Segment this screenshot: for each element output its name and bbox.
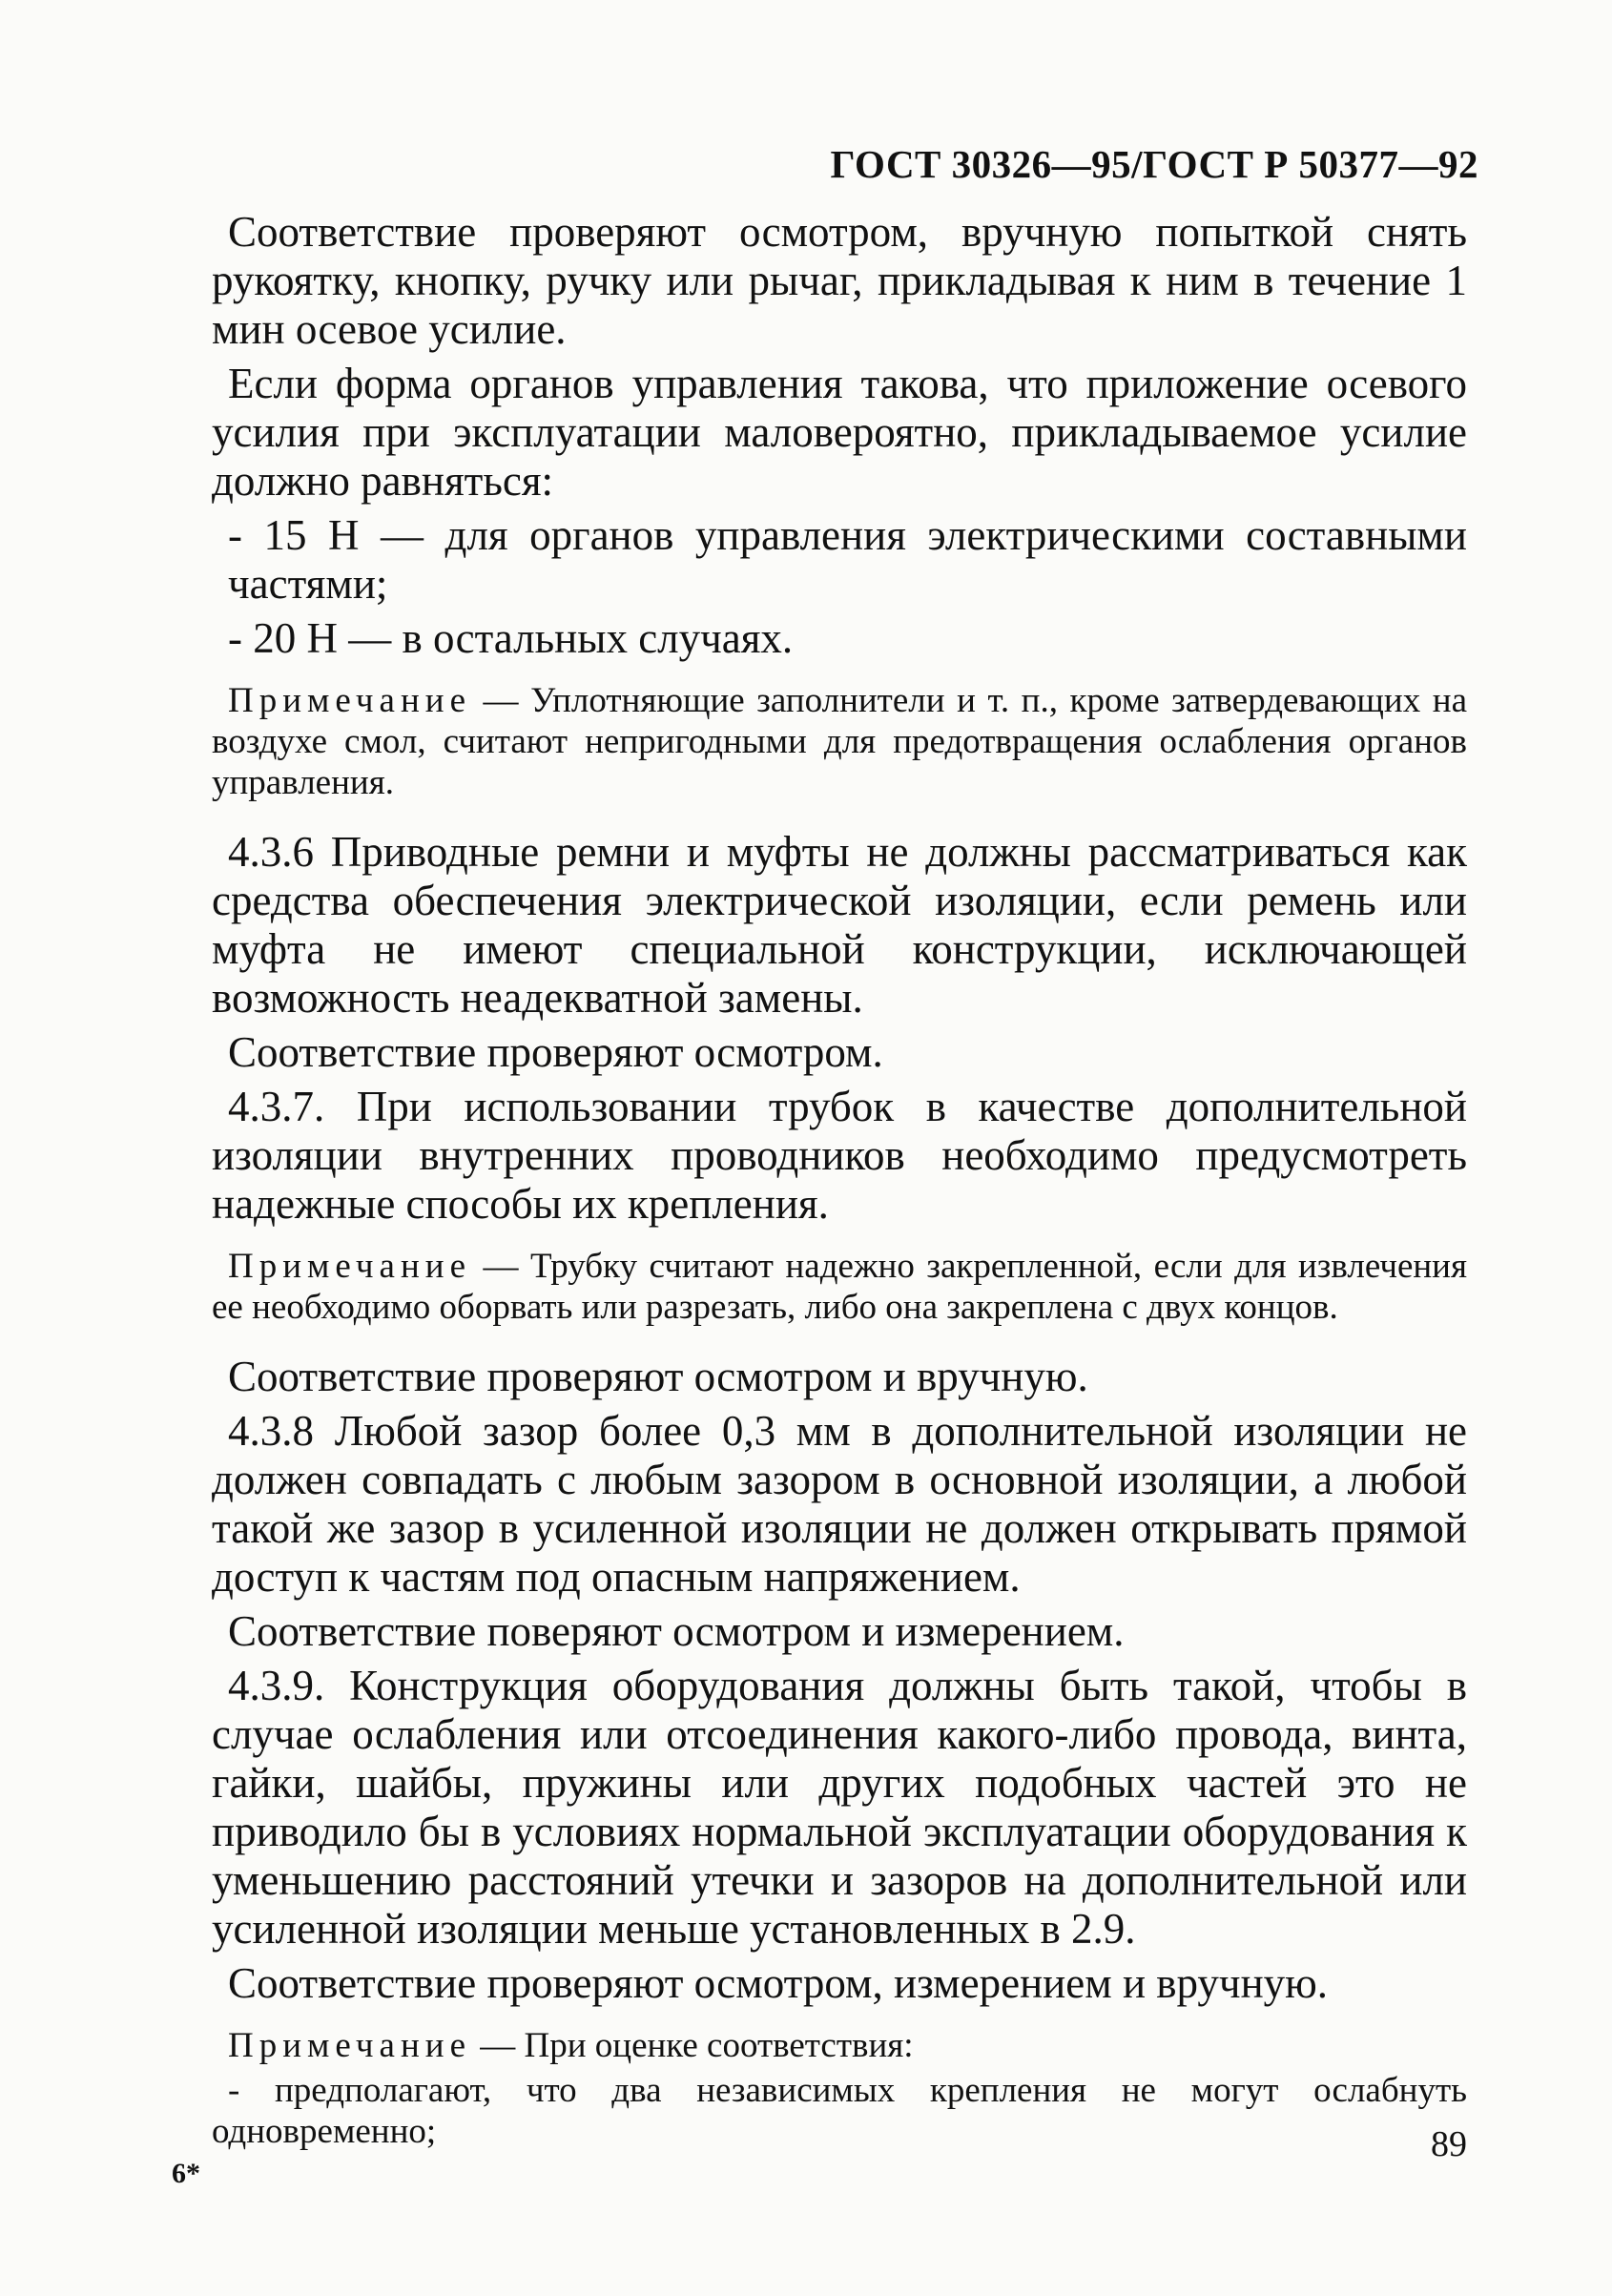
note-label: Примечание [228,681,471,720]
note-label: Примечание [228,2026,471,2065]
paragraph: 4.3.8 Любой зазор более 0,3 мм в дополнительной изоляции не должен совпадать с любым зазором в основной изоляции, а любой такой же зазор в усиленной изоляции не должен открывать прямой доступ к частям под опасным напряжением. [212,1407,1467,1601]
paragraph: 4.3.6 Приводные ремни и муфты не должны рассматриваться как средства обеспечения электрической изоляции, если ремень или муфта не имеют специальной конструкции, исключающей возможность неадекватной замены. [212,828,1467,1022]
paragraph: Соответствие поверяют осмотром и измерением. [228,1607,1125,1655]
list-item: - 20 Н — в остальных случаях. [228,614,794,662]
paragraph: Соответствие проверяют осмотром, измерением и вручную. [228,1959,1329,2007]
note-text: — При оценке соответствия: [471,2026,914,2065]
note-text: — Трубку считают надежно закрепленной, если для извлечения ее необходимо оборвать или разрезать, либо она закреплена с двух концов. [212,1247,1467,1327]
page-number: 89 [1431,2124,1467,2164]
paragraph: Соответствие проверяют осмотром, вручную попыткой снять рукоятку, кнопку, ручку или рычаг, прикладывая к ним в течение 1 мин осевое усилие. [212,208,1467,353]
note-text: — Уплотняющие заполнители и т. п., кроме затвердевающих на воздухе смол, считают непригодными для предотвращения ослабления органов управления. [212,681,1467,802]
paragraph: Соответствие проверяют осмотром. [228,1028,883,1076]
page-header: ГОСТ 30326—95/ГОСТ Р 50377—92 [830,142,1478,186]
paragraph: Соответствие проверяют осмотром и вручную. [228,1353,1088,1400]
list-item: - 15 Н — для органов управления электрическими составными частями; [228,511,1467,608]
page-body [212,208,1467,2152]
note-list-item: - предполагают, что два независимых крепления не могут ослабнуть одновременно; [212,2071,1467,2151]
paragraph: 4.3.7. При использовании трубок в качестве дополнительной изоляции внутренних проводников необходимо предусмотреть надежные способы их крепления. [212,1083,1467,1228]
note-block [212,680,1467,803]
note-block [212,2025,1467,2066]
note-label: Примечание [228,1247,471,1286]
signature-mark: 6* [172,2158,200,2189]
note-block [212,1246,1467,1328]
paragraph: 4.3.9. Конструкция оборудования должны быть такой, чтобы в случае ослабления или отсоединения какого-либо провода, винта, гайки, шайбы, пружины или других подобных частей это не приводило бы в условиях нормальной эксплуатации оборудования к уменьшению расстояний утечки и зазоров на дополнительной или усиленной изоляции меньше установленных в 2.9. [212,1662,1467,1953]
paragraph: Если форма органов управления такова, что приложение осевого усилия при эксплуатации маловероятно, прикладываемое усилие должно равняться: [212,360,1467,505]
